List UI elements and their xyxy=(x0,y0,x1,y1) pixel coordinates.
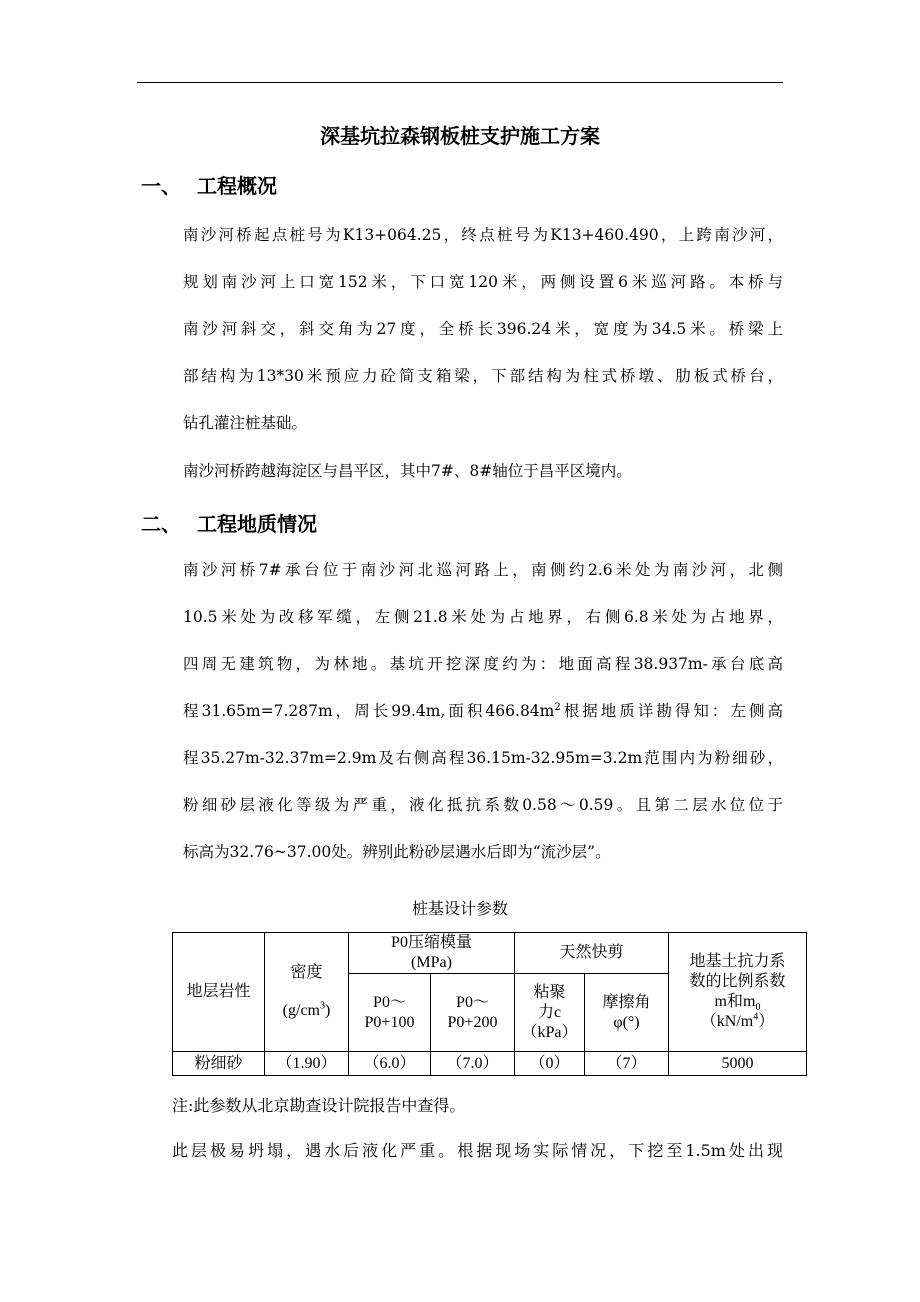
header-line: （kPa） xyxy=(521,1023,578,1041)
text-line: 部结构为13*30米预应力砼简支箱梁，下部结构为柱式桥墩、肋板式桥台， xyxy=(183,367,783,385)
section-title: 工程地质情况 xyxy=(197,512,317,536)
header-resist-line: 数的比例系数 xyxy=(689,973,786,990)
text-line: 四周无建筑物，为林地。基坑开挖深度约为：地面高程38.937m-承台底高 xyxy=(183,655,783,673)
unit-text: （kN/m xyxy=(700,1013,754,1030)
header-p0-unit: (MPa) xyxy=(411,954,452,971)
text-segment: 程31.65m=7.287m，周长99.4m,面积466.84m xyxy=(183,702,555,720)
unit-text: ) xyxy=(325,1002,331,1019)
unit-text: ） xyxy=(758,1013,775,1030)
section-heading-2 xyxy=(141,510,317,538)
cell-friction: （7） xyxy=(585,1052,669,1076)
cell-p0-200: （7.0） xyxy=(431,1052,515,1076)
header-line: φ(°) xyxy=(613,1013,640,1031)
table-row xyxy=(173,1052,807,1076)
paragraph-overview xyxy=(183,212,783,447)
cell-resistance: 5000 xyxy=(669,1052,807,1076)
text-line: 南沙河桥7#承台位于南沙河北巡河路上，南侧约2.6米处为南沙河，北侧 xyxy=(183,561,783,579)
text-line-with-superscript xyxy=(183,688,783,735)
pile-parameter-table xyxy=(172,932,807,1076)
subscript: 0 xyxy=(755,1002,761,1014)
superscript: 3 xyxy=(320,1000,325,1012)
text-line: 规划南沙河上口宽152米，下口宽120米，两侧设置6米巡河路。本桥与 xyxy=(183,273,783,291)
header-resist-unit xyxy=(671,1012,804,1032)
paragraph-location xyxy=(183,448,783,495)
section-number: 二、 xyxy=(141,512,181,536)
text-line: 南沙河桥跨越海淀区与昌平区，其中7#、8#轴位于昌平区境内。 xyxy=(183,462,632,480)
table-note: 注:此参数从北京勘查设计院报告中查得。 xyxy=(172,1096,466,1115)
header-shear-group: 天然快剪 xyxy=(515,933,669,974)
cell-soil: 粉细砂 xyxy=(173,1052,265,1076)
header-resist-line: 地基土抗力系 xyxy=(689,953,786,970)
header-resistance xyxy=(669,933,807,1052)
header-p0-100 xyxy=(349,974,431,1052)
unit-text: (g/cm xyxy=(282,1002,320,1019)
text-line: 10.5米处为改移军缆，左侧21.8米处为占地界，右侧6.8米处为占地界， xyxy=(183,608,783,626)
header-resist-line xyxy=(671,992,804,1012)
section-number: 一、 xyxy=(141,174,181,198)
table-caption: 桩基设计参数 xyxy=(411,899,508,918)
section-title: 工程概况 xyxy=(197,174,277,198)
header-line: 摩擦角 xyxy=(602,993,651,1011)
header-line: P0+100 xyxy=(364,1013,415,1031)
header-p0-label: P0压缩模量 xyxy=(391,934,472,951)
section-heading-1 xyxy=(141,172,277,200)
document-title: 深基坑拉森钢板桩支护施工方案 xyxy=(320,124,600,148)
header-line: P0+200 xyxy=(447,1013,498,1031)
superscript: 2 xyxy=(554,701,561,713)
table-header-row xyxy=(173,933,807,974)
header-density-unit xyxy=(267,1001,346,1021)
header-line: 粘聚 xyxy=(533,983,566,1001)
paragraph-collapse: 此层极易坍塌，遇水后液化严重。根据现场实际情况，下挖至1.5m处出现 xyxy=(172,1141,783,1160)
text-line: 程35.27m-32.37m=2.9m及右侧高程36.15m-32.95m=3.2m范围内为粉细砂， xyxy=(183,749,783,767)
header-line: P0～ xyxy=(373,993,406,1011)
header-density-label: 密度 xyxy=(290,964,323,981)
unit-text: m和m xyxy=(714,993,756,1010)
text-line: 南沙河桥起点桩号为K13+064.25，终点桩号为K13+460.490，上跨南沙河， xyxy=(183,226,783,244)
cell-cohesion: （0） xyxy=(515,1052,585,1076)
header-p0-200 xyxy=(431,974,515,1052)
header-line: 力c xyxy=(537,1003,562,1021)
header-rule xyxy=(137,82,783,83)
superscript: 4 xyxy=(753,1011,759,1023)
header-soil: 地层岩性 xyxy=(173,933,265,1052)
text-line: 粉细砂层液化等级为严重，液化抵抗系数0.58～0.59。且第二层水位位于 xyxy=(183,796,783,814)
header-line: P0～ xyxy=(456,993,489,1011)
text-line: 钻孔灌注桩基础。 xyxy=(183,414,308,432)
header-p0-group xyxy=(349,933,515,974)
header-density xyxy=(265,933,349,1052)
header-cohesion xyxy=(515,974,585,1052)
cell-p0-100: （6.0） xyxy=(349,1052,431,1076)
cell-density: （1.90） xyxy=(265,1052,349,1076)
header-friction xyxy=(585,974,669,1052)
text-line: 标高为32.76~37.00处。辨别此粉砂层遇水后即为“流沙层”。 xyxy=(183,843,611,861)
text-line: 南沙河斜交，斜交角为27度，全桥长396.24米，宽度为34.5米。桥梁上 xyxy=(183,320,783,338)
text-segment: 根据地质详勘得知：左侧高 xyxy=(560,702,783,720)
paragraph-geology xyxy=(183,547,783,876)
